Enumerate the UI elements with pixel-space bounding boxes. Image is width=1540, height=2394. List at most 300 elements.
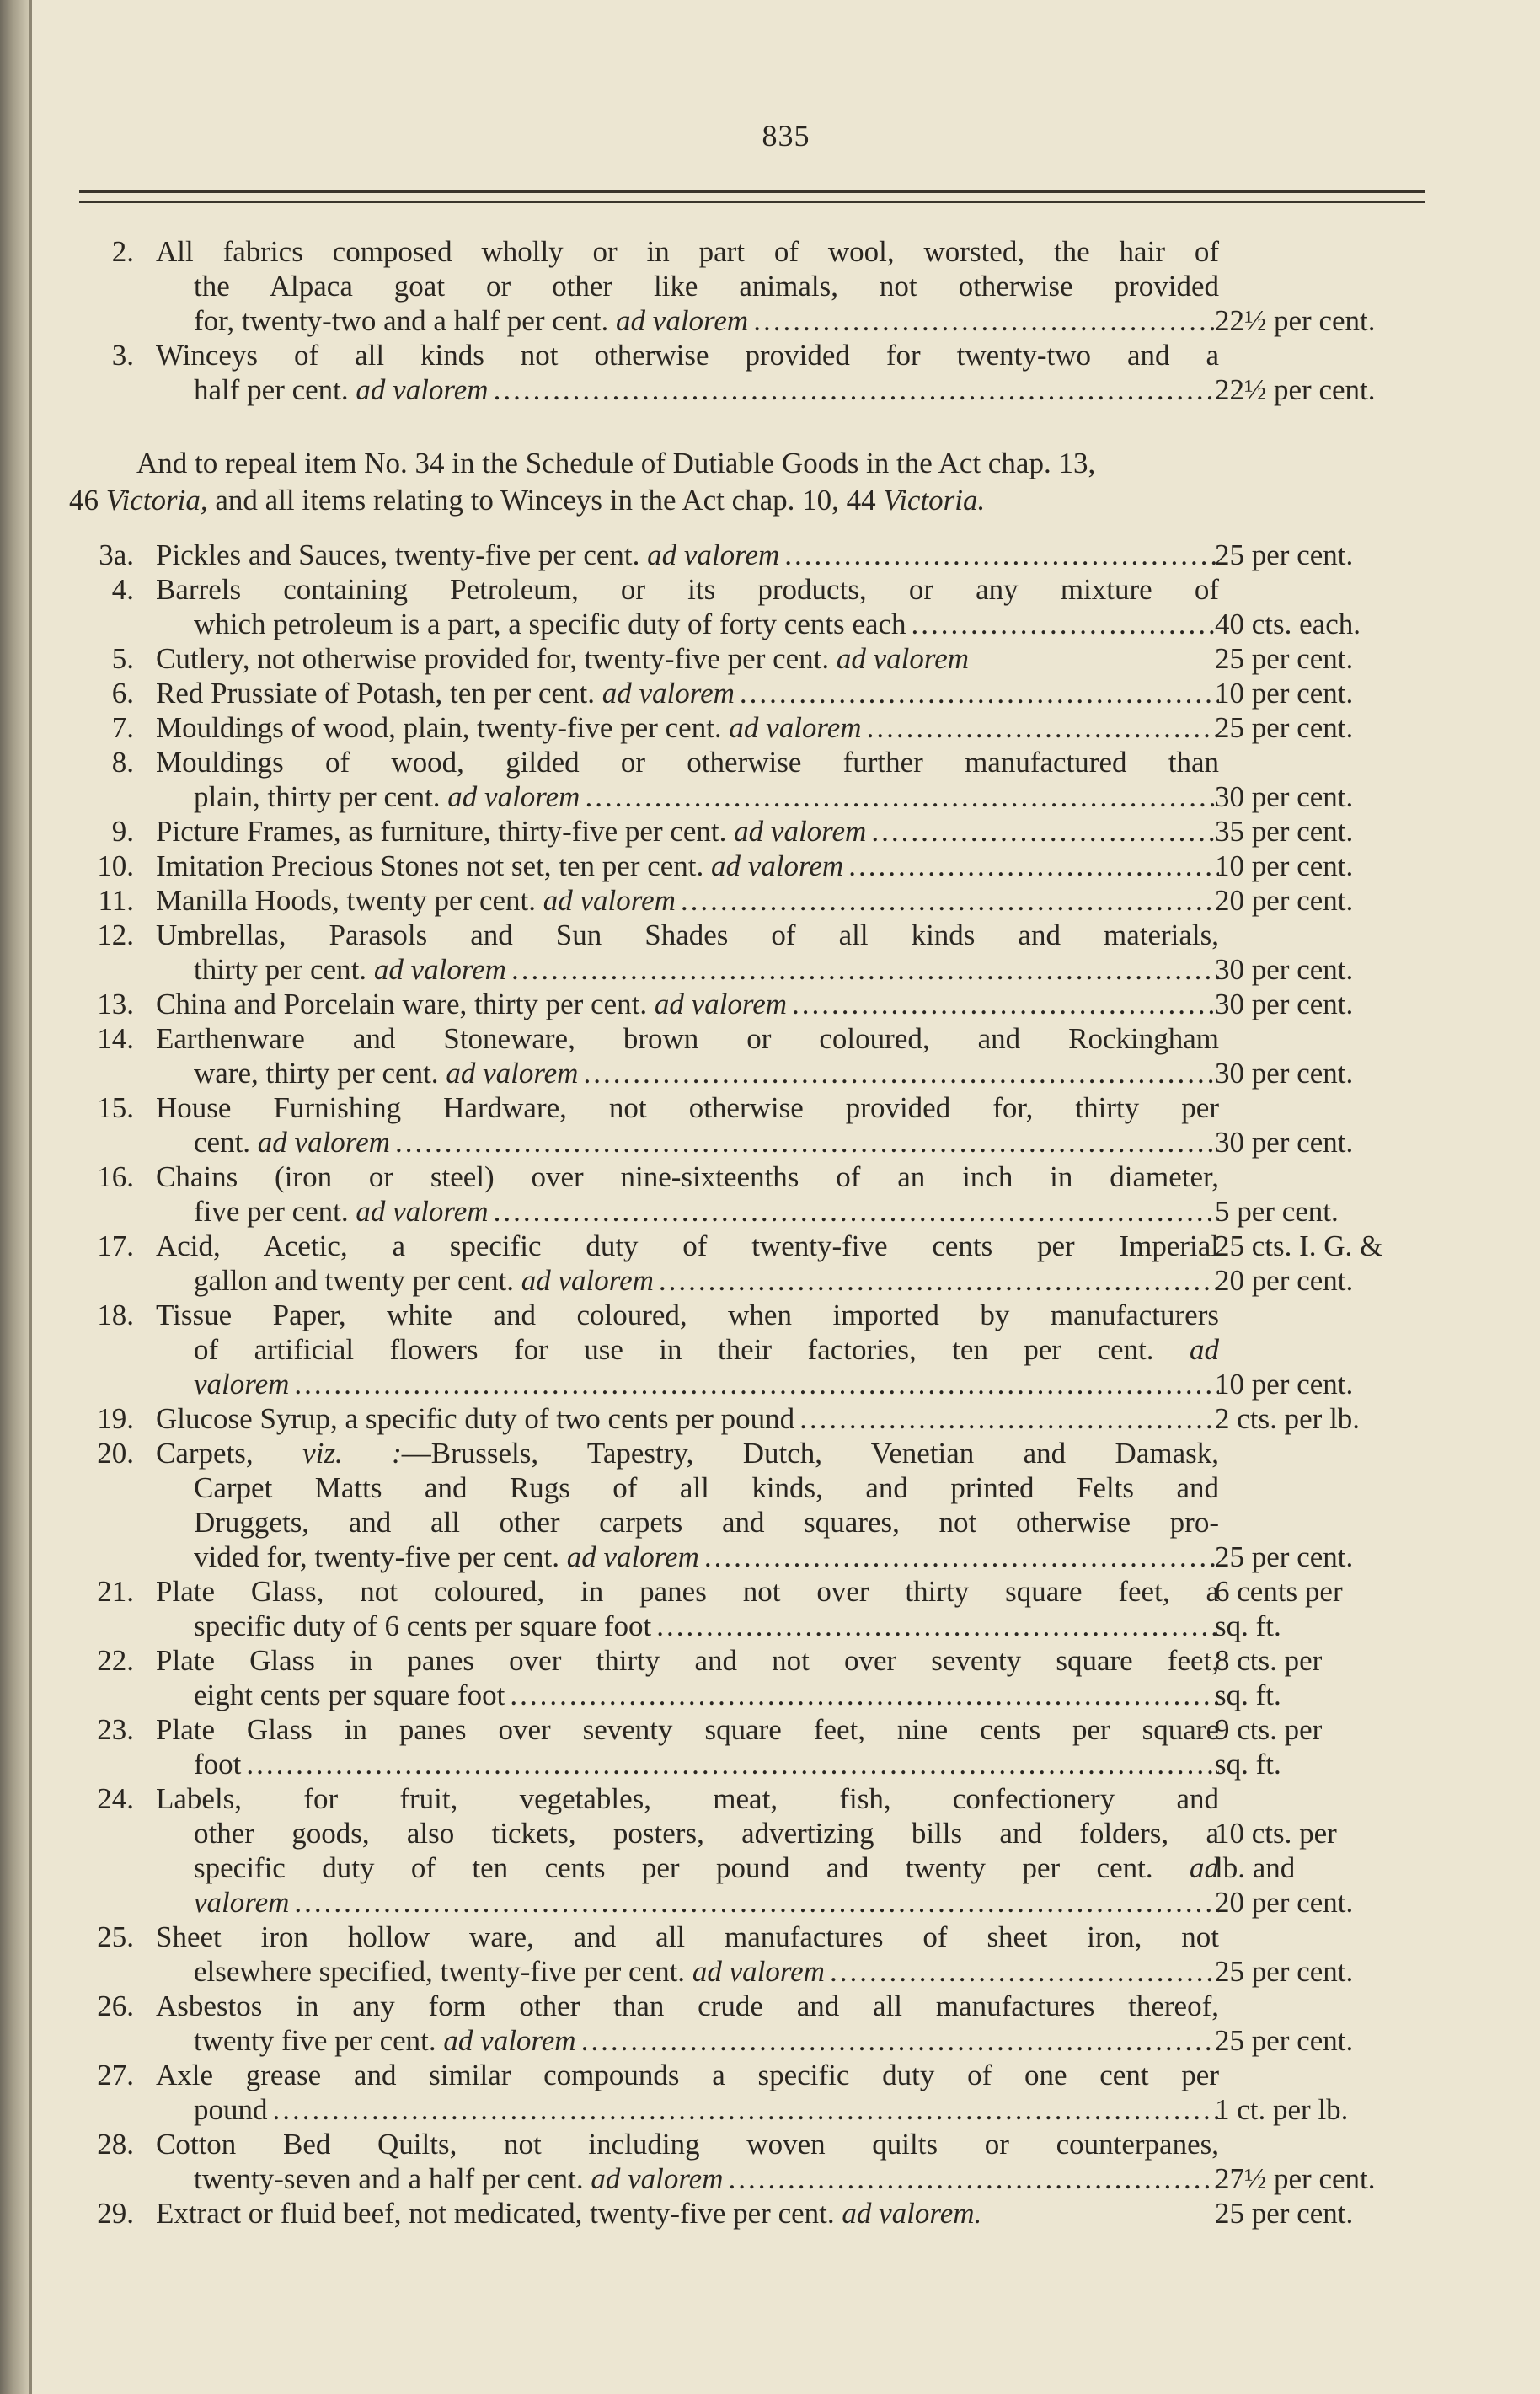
item-number: 10. (97, 849, 134, 882)
duty-rate: 30 per cent. (1215, 953, 1354, 986)
duty-rate: 20 per cent. (1215, 884, 1354, 917)
duty-rate: 25 per cent. (1215, 642, 1354, 675)
item-text (156, 1401, 1219, 1436)
tariff-line (32, 303, 1540, 338)
item-description: Picture Frames, as furniture, thirty-five per cent. ad valorem (156, 815, 867, 848)
tariff-line (32, 1229, 1540, 1263)
duty-rate: 30 per cent. (1215, 1126, 1354, 1159)
tariff-line (32, 1920, 1540, 1954)
tariff-line (32, 234, 1540, 269)
dot-leader (585, 779, 1219, 814)
tariff-item (32, 987, 1540, 1021)
item-description: pound (194, 2093, 268, 2126)
duty-rate: 10 per cent. (1215, 677, 1354, 710)
dot-leader (581, 2023, 1219, 2058)
item-number: 14. (97, 1022, 134, 1055)
tariff-item (32, 745, 1540, 814)
item-description: of artificial flowers for use in their factories, ten per cent. ad (194, 1333, 1219, 1366)
ad-valorem-term: ad valorem (729, 711, 862, 744)
item-text (194, 1678, 1219, 1712)
tariff-line (32, 1781, 1540, 1816)
tariff-item (32, 1160, 1540, 1229)
ad-valorem-term: ad valorem (543, 884, 676, 917)
item-description: All fabrics composed wholly or in part of wool, worsted, the hair of (156, 235, 1219, 268)
duty-rate: 20 per cent. (1215, 1886, 1354, 1919)
item-description: Carpet Matts and Rugs of all kinds, and printed Felts and (194, 1471, 1219, 1504)
tariff-line (32, 952, 1540, 987)
ad-valorem-term: ad valorem (602, 677, 735, 710)
tariff-line (32, 1643, 1540, 1678)
tariff-line (32, 849, 1540, 883)
item-text (194, 1263, 1219, 1298)
item-text (156, 538, 1219, 572)
tariff-item (32, 538, 1540, 572)
ad-valorem-term: ad valorem (647, 538, 780, 571)
duty-rate: 2 cts. per lb. (1215, 1402, 1361, 1435)
ad-valorem-term: ad (1190, 1333, 1219, 1366)
tariff-line (32, 2092, 1540, 2127)
item-description: thirty per cent. ad valorem (194, 953, 506, 986)
tariff-line (32, 1367, 1540, 1401)
tariff-line (32, 745, 1540, 779)
tariff-item (32, 1090, 1540, 1160)
tariff-line (32, 1989, 1540, 2023)
item-description: Glucose Syrup, a specific duty of two cents per pound (156, 1402, 795, 1435)
item-text (194, 1056, 1219, 1090)
duty-rate: 6 cents per (1215, 1575, 1343, 1608)
item-text (194, 1332, 1219, 1367)
item-description: Red Prussiate of Potash, ten per cent. ad valorem (156, 677, 735, 710)
tariff-line (32, 269, 1540, 303)
tariff-line (32, 2023, 1540, 2058)
duty-rate: 25 per cent. (1215, 711, 1354, 744)
item-description: which petroleum is a part, a specific duty of forty cents each (194, 608, 906, 640)
item-number: 3a. (99, 538, 134, 571)
item-description (194, 1885, 289, 1920)
item-description: Earthenware and Stoneware, brown or coloured, and Rockingham (156, 1022, 1219, 1055)
item-text (156, 1574, 1219, 1609)
item-number: 5. (111, 642, 134, 675)
duty-rate: 22½ per cent. (1215, 304, 1376, 337)
tariff-line (32, 883, 1540, 918)
dot-leader (494, 372, 1219, 407)
dot-leader (246, 1747, 1219, 1781)
duty-rate: 8 cts. per (1215, 1644, 1323, 1677)
item-text (156, 1160, 1219, 1194)
item-number: 12. (97, 919, 134, 951)
item-text (156, 572, 1219, 607)
item-text (194, 952, 1219, 987)
duty-rate: 22½ per cent. (1215, 373, 1376, 406)
tariff-item (32, 234, 1540, 338)
item-description: Pickles and Sauces, twenty-five per cent. ad valorem (156, 538, 780, 571)
dot-leader (848, 849, 1219, 883)
tariff-line (32, 1885, 1540, 1920)
dot-leader (395, 1125, 1219, 1160)
tariff-item (32, 1436, 1540, 1574)
duty-rate: 27½ per cent. (1215, 2162, 1376, 2195)
duty-rate: 25 per cent. (1215, 2024, 1354, 2057)
item-text (156, 1090, 1219, 1125)
tariff-line (32, 1125, 1540, 1160)
item-description: for, twenty-two and a half per cent. ad valorem (194, 304, 749, 337)
tariff-line (32, 2196, 1540, 2231)
tariff-line (32, 1609, 1540, 1643)
header-rule (79, 190, 1425, 203)
duty-rate: 35 per cent. (1215, 815, 1354, 848)
dot-leader (740, 676, 1219, 710)
item-number: 11. (98, 884, 134, 917)
tariff-item (32, 1920, 1540, 1989)
tariff-line (32, 1678, 1540, 1712)
document-page (32, 0, 1540, 2394)
item-description: ware, thirty per cent. ad valorem (194, 1057, 579, 1090)
item-text (156, 2058, 1219, 2092)
tariff-items-group-b (32, 538, 1540, 2231)
duty-rate: 1 ct. per lb. (1215, 2093, 1349, 2126)
duty-rate: 10 cts. per (1215, 1817, 1337, 1850)
tariff-item (32, 641, 1540, 676)
tariff-line (32, 1850, 1540, 1885)
tariff-line (32, 641, 1540, 676)
item-text (156, 234, 1219, 269)
duty-rate: 9 cts. per (1215, 1713, 1323, 1746)
tariff-item (32, 2058, 1540, 2127)
dot-leader (294, 1885, 1219, 1920)
item-number: 19. (97, 1402, 134, 1435)
dot-leader (753, 303, 1219, 338)
ad-valorem-term: ad valorem (692, 1955, 825, 1988)
item-text (156, 2196, 1219, 2231)
item-number: 21. (97, 1575, 134, 1608)
item-text (194, 2092, 1219, 2127)
item-text (156, 2127, 1219, 2161)
item-description: Plate Glass in panes over seventy square feet, nine cents per square (156, 1713, 1219, 1746)
item-text (156, 1298, 1219, 1332)
item-description: twenty five per cent. ad valorem (194, 2024, 576, 2057)
dot-leader (728, 2161, 1219, 2196)
duty-rate: 25 per cent. (1215, 1540, 1354, 1573)
item-text (194, 1505, 1219, 1540)
item-text (194, 1540, 1219, 1574)
tariff-line (32, 572, 1540, 607)
page-number: 835 (762, 119, 810, 153)
item-description: the Alpaca goat or other like animals, not otherwise provided (194, 270, 1219, 303)
tariff-item (32, 918, 1540, 987)
item-number: 23. (97, 1713, 134, 1746)
ad-valorem-term: ad valorem (446, 1057, 579, 1090)
ad-valorem-term: ad valorem (447, 780, 580, 813)
item-description: Carpets, viz. :—Brussels, Tapestry, Dutch, Venetian and Damask, (156, 1437, 1219, 1470)
item-description: Tissue Paper, white and coloured, when imported by manufacturers (156, 1299, 1219, 1331)
item-text (194, 303, 1219, 338)
dot-leader (659, 1263, 1219, 1298)
item-description: Umbrellas, Parasols and Sun Shades of all kinds and materials, (156, 919, 1219, 951)
tariff-line (32, 1160, 1540, 1194)
item-number: 25. (97, 1920, 134, 1953)
ad-valorem-term: ad valorem (616, 304, 749, 337)
item-description: five per cent. ad valorem (194, 1195, 489, 1228)
tariff-line (32, 1470, 1540, 1505)
item-text (156, 710, 1219, 745)
item-text (156, 338, 1219, 372)
item-text (156, 814, 1219, 849)
dot-leader (704, 1540, 1219, 1574)
ad-valorem-term: ad valorem (356, 1195, 489, 1228)
item-number: 28. (97, 2128, 134, 2161)
item-description: House Furnishing Hardware, not otherwise provided for, thirty per (156, 1091, 1219, 1124)
item-description: Manilla Hoods, twenty per cent. ad valorem (156, 884, 676, 917)
ad-valorem-term: ad valorem (443, 2024, 576, 2057)
ad-valorem-term: ad valorem (566, 1540, 699, 1573)
item-description: eight cents per square foot (194, 1679, 505, 1711)
item-description: Cotton Bed Quilts, not including woven quilts or counterpanes, (156, 2128, 1219, 2161)
item-description: other goods, also tickets, posters, advertizing bills and folders, a (194, 1817, 1219, 1850)
item-description: Labels, for fruit, vegetables, meat, fish, confectionery and (156, 1782, 1219, 1815)
item-text (194, 1194, 1219, 1229)
ad-valorem-term: ad valorem (373, 953, 506, 986)
tariff-line (32, 1056, 1540, 1090)
dot-leader (494, 1194, 1219, 1229)
item-description: twenty-seven and a half per cent. ad valorem (194, 2162, 724, 2195)
tariff-line (32, 2127, 1540, 2161)
item-text (194, 1747, 1219, 1781)
tariff-line (32, 1540, 1540, 1574)
tariff-line (32, 1194, 1540, 1229)
item-description: Asbestos in any form other than crude and all manufactures thereof, (156, 1990, 1219, 2022)
item-text (156, 1229, 1219, 1263)
dot-leader (510, 1678, 1219, 1712)
item-description: Mouldings of wood, plain, twenty-five per cent. ad valorem (156, 711, 862, 744)
duty-rate: 10 per cent. (1215, 849, 1354, 882)
item-description: Acid, Acetic, a specific duty of twenty-five cents per Imperial (156, 1229, 1219, 1262)
item-number: 15. (97, 1091, 134, 1124)
item-text (194, 1125, 1219, 1160)
tariff-item (32, 710, 1540, 745)
dot-leader (871, 814, 1219, 849)
item-description: Cutlery, not otherwise provided for, twenty-five per cent. ad valorem (156, 642, 970, 675)
ad-valorem-term: ad valorem (654, 988, 788, 1020)
duty-rate: 30 per cent. (1215, 988, 1354, 1020)
tariff-item (32, 1229, 1540, 1298)
tariff-line (32, 1747, 1540, 1781)
duty-rate: 40 cts. each. (1215, 608, 1361, 640)
tariff-line (32, 338, 1540, 372)
item-text (156, 849, 1219, 883)
dot-leader (583, 1056, 1219, 1090)
duty-rate: 25 per cent. (1215, 1955, 1354, 1988)
item-description: foot (194, 1748, 242, 1781)
duty-rate: sq. ft. (1215, 1679, 1281, 1711)
tariff-item (32, 2127, 1540, 2196)
tariff-line (32, 1816, 1540, 1850)
item-text (194, 2023, 1219, 2058)
tariff-line (32, 1298, 1540, 1332)
item-description: Mouldings of wood, gilded or otherwise further manufactured than (156, 746, 1219, 779)
tariff-item (32, 1989, 1540, 2058)
item-text (156, 676, 1219, 710)
tariff-line (32, 538, 1540, 572)
ad-valorem-term: valorem (194, 1886, 290, 1919)
item-description: Axle grease and similar compounds a specific duty of one cent per (156, 2059, 1219, 2091)
ad-valorem-term: ad valorem (591, 2162, 724, 2195)
item-text (156, 641, 1219, 676)
duty-rate: 10 per cent. (1215, 1368, 1354, 1401)
item-description: Plate Glass, not coloured, in panes not over thirty square feet, a (156, 1575, 1219, 1608)
tariff-line (32, 779, 1540, 814)
dot-leader (830, 1954, 1219, 1989)
tariff-item (32, 1643, 1540, 1712)
duty-rate: 30 per cent. (1215, 1057, 1354, 1090)
item-text (194, 1470, 1219, 1505)
tariff-line (32, 1954, 1540, 1989)
tariff-line (32, 372, 1540, 407)
ad-valorem-term: ad valorem (521, 1264, 654, 1297)
tariff-line (32, 1401, 1540, 1436)
item-number: 2. (111, 235, 134, 268)
ad-valorem-term: ad valorem (356, 373, 489, 406)
item-text (194, 1609, 1219, 1643)
tariff-item (32, 338, 1540, 407)
ad-valorem-term: viz. : (302, 1437, 402, 1470)
item-number: 24. (97, 1782, 134, 1815)
item-text (156, 1781, 1219, 1816)
item-text (156, 1920, 1219, 1954)
dot-leader (656, 1609, 1219, 1643)
item-text (194, 1850, 1219, 1885)
tariff-line (32, 1574, 1540, 1609)
duty-rate: 25 per cent. (1215, 2197, 1354, 2230)
ad-valorem-term: ad valorem (734, 815, 867, 848)
tariff-line (32, 814, 1540, 849)
item-description: specific duty of 6 cents per square foot (194, 1609, 652, 1642)
item-number: 9. (111, 815, 134, 848)
ad-valorem-term: ad valorem (711, 849, 844, 882)
tariff-item (32, 883, 1540, 918)
duty-rate: sq. ft. (1215, 1609, 1281, 1642)
item-description: Imitation Precious Stones not set, ten per cent. ad valorem (156, 849, 844, 882)
tariff-item (32, 2196, 1540, 2231)
item-number: 7. (111, 711, 134, 744)
item-text (156, 918, 1219, 952)
item-text (156, 1436, 1219, 1470)
tariff-line (32, 676, 1540, 710)
dot-leader (912, 607, 1219, 641)
tariff-line (32, 987, 1540, 1021)
tariff-item (32, 1781, 1540, 1920)
item-number: 8. (111, 746, 134, 779)
tariff-line (32, 607, 1540, 641)
item-number: 29. (97, 2197, 134, 2230)
item-description: specific duty of ten cents per pound and twenty per cent. ad (194, 1851, 1219, 1884)
item-text (156, 1643, 1219, 1678)
item-description: China and Porcelain ware, thirty per cent. ad valorem (156, 988, 788, 1020)
tariff-item (32, 572, 1540, 641)
duty-rate: 25 per cent. (1215, 538, 1354, 571)
dot-leader (681, 883, 1219, 918)
item-number: 4. (111, 573, 134, 606)
ad-valorem-term: ad valorem (257, 1126, 390, 1159)
tariff-item (32, 814, 1540, 849)
duty-rate: lb. and (1215, 1851, 1296, 1884)
item-description: Winceys of all kinds not otherwise provided for twenty-two and a (156, 339, 1219, 372)
item-text (156, 987, 1219, 1021)
ad-valorem-term: valorem (194, 1368, 290, 1401)
duty-rate: 5 per cent. (1215, 1195, 1339, 1228)
item-description: Barrels containing Petroleum, or its products, or any mixture of (156, 573, 1219, 606)
tariff-line (32, 2161, 1540, 2196)
item-description: gallon and twenty per cent. ad valorem (194, 1264, 654, 1297)
item-text (194, 1885, 1219, 1920)
item-text (194, 2161, 1219, 2196)
item-number: 13. (97, 988, 134, 1020)
item-description: Chains (iron or steel) over nine-sixteenths of an inch in diameter, (156, 1160, 1219, 1193)
tariff-line (32, 1090, 1540, 1125)
item-text (194, 1954, 1219, 1989)
tariff-item (32, 1401, 1540, 1436)
tariff-line (32, 1263, 1540, 1298)
repeal-line-1: And to repeal item No. 34 in the Schedule of Dutiable Goods in the Act chap. 13, (136, 447, 1096, 479)
item-description: vided for, twenty-five per cent. ad valorem (194, 1540, 699, 1573)
ad-valorem-term: ad (1190, 1851, 1219, 1884)
duty-rate: 20 per cent. (1215, 1264, 1354, 1297)
item-text (194, 269, 1219, 303)
item-description: Sheet iron hollow ware, and all manufactures of sheet iron, not (156, 1920, 1219, 1953)
item-number: 18. (97, 1299, 134, 1331)
item-text (156, 883, 1219, 918)
item-description: Extract or fluid beef, not medicated, twenty-five per cent. ad valorem. (156, 2197, 982, 2230)
item-text (194, 1367, 1219, 1401)
item-text (194, 779, 1219, 814)
tariff-item (32, 1298, 1540, 1401)
item-description: elsewhere specified, twenty-five per cent. ad valorem (194, 1955, 825, 1988)
item-description: Druggets, and all other carpets and squares, not otherwise pro- (194, 1506, 1219, 1539)
dot-leader (799, 1401, 1219, 1436)
item-number: 20. (97, 1437, 134, 1470)
item-text (156, 1712, 1219, 1747)
item-description: plain, thirty per cent. ad valorem (194, 780, 580, 813)
item-number: 22. (97, 1644, 134, 1677)
tariff-line (32, 2058, 1540, 2092)
item-number: 17. (97, 1229, 134, 1262)
tariff-line (32, 1021, 1540, 1056)
tariff-items-group-a (32, 234, 1540, 407)
dot-leader (273, 2092, 1220, 2127)
item-description (194, 1367, 289, 1401)
item-text (194, 372, 1219, 407)
dot-leader (294, 1367, 1219, 1401)
item-description: cent. ad valorem (194, 1126, 390, 1159)
ad-valorem-term: ad valorem (836, 642, 970, 675)
duty-rate: 25 cts. I. G. & (1215, 1229, 1383, 1262)
repeal-line-2: 46 Victoria, and all items relating to Winceys in the Act chap. 10, 44 Victoria. (69, 484, 986, 517)
item-number: 26. (97, 1990, 134, 2022)
dot-leader (867, 710, 1219, 745)
tariff-line (32, 1505, 1540, 1540)
duty-rate: 30 per cent. (1215, 780, 1354, 813)
item-text (156, 1021, 1219, 1056)
tariff-line (32, 710, 1540, 745)
item-text (194, 607, 1219, 641)
dot-leader (784, 538, 1219, 572)
item-text (194, 1816, 1219, 1850)
item-description: half per cent. ad valorem (194, 373, 489, 406)
tariff-line (32, 918, 1540, 952)
item-text (156, 1989, 1219, 2023)
book-binding (0, 0, 29, 2394)
item-number: 16. (97, 1160, 134, 1193)
tariff-item (32, 1712, 1540, 1781)
